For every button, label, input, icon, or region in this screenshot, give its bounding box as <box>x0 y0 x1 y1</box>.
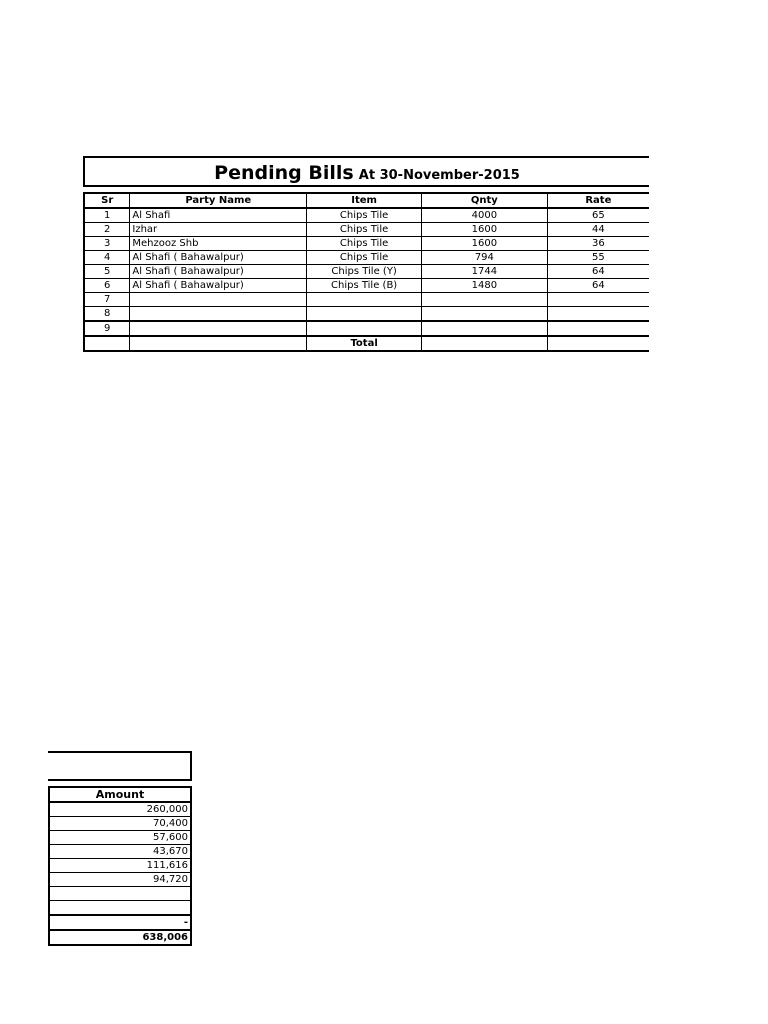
cell-qnty <box>422 293 548 307</box>
cell-party <box>130 307 307 322</box>
cell-rate: 65 <box>547 208 649 223</box>
cell-amount <box>49 901 191 916</box>
cell-amount: 57,600 <box>49 831 191 845</box>
cell-amount: - <box>49 915 191 930</box>
amount-row <box>49 915 191 930</box>
cell-rate: 44 <box>547 223 649 237</box>
cell-amount: 260,000 <box>49 802 191 817</box>
title-main: Pending Bills <box>214 162 354 184</box>
amount-table <box>48 786 192 946</box>
cell-amount: 43,670 <box>49 845 191 859</box>
cell-item: Chips Tile <box>307 237 422 251</box>
cell-qnty: 1600 <box>422 223 548 237</box>
amount-row <box>49 859 191 873</box>
cell-qnty: 4000 <box>422 208 548 223</box>
cell-qnty: 1600 <box>422 237 548 251</box>
cell-amount: 94,720 <box>49 873 191 887</box>
cell-qnty: 1744 <box>422 265 548 279</box>
cell-item <box>307 293 422 307</box>
cell-item: Chips Tile <box>307 208 422 223</box>
amount-row <box>49 873 191 887</box>
total-row <box>84 336 649 351</box>
cell-rate: 55 <box>547 251 649 265</box>
cell-party: Al Shafi ( Bahawalpur) <box>130 279 307 293</box>
table-row <box>84 223 649 237</box>
cell-party: Al Shafi ( Bahawalpur) <box>130 265 307 279</box>
cell-rate: 64 <box>547 265 649 279</box>
table-row <box>84 265 649 279</box>
cell-item <box>307 307 422 322</box>
amount-total: 638,006 <box>49 930 191 945</box>
cell-party: Mehzooz Shb <box>130 237 307 251</box>
col-header-rate: Rate <box>547 193 649 208</box>
title-date: At 30-November-2015 <box>358 168 520 183</box>
cell-amount: 70,400 <box>49 817 191 831</box>
cell-party <box>130 321 307 336</box>
amount-row <box>49 901 191 916</box>
cell-party: Al Shafi ( Bahawalpur) <box>130 251 307 265</box>
cell-rate: 36 <box>547 237 649 251</box>
cell-sr: 6 <box>84 279 130 293</box>
cell-sr: 2 <box>84 223 130 237</box>
cell-amount: 111,616 <box>49 859 191 873</box>
cell-party <box>130 293 307 307</box>
cell-item: Chips Tile (Y) <box>307 265 422 279</box>
amount-header: Amount <box>49 787 191 802</box>
pending-bills-table <box>83 192 649 352</box>
cell-sr: 7 <box>84 293 130 307</box>
cell-item: Chips Tile <box>307 251 422 265</box>
total-label: Total <box>307 336 422 351</box>
amount-row <box>49 887 191 901</box>
table-row <box>84 208 649 223</box>
cell-qnty: 794 <box>422 251 548 265</box>
cell-qnty <box>422 321 548 336</box>
col-header-item: Item <box>307 193 422 208</box>
cell-qnty: 1480 <box>422 279 548 293</box>
table-row <box>84 251 649 265</box>
col-header-party: Party Name <box>130 193 307 208</box>
cell-sr: 3 <box>84 237 130 251</box>
cell-rate <box>547 293 649 307</box>
cell-sr: 5 <box>84 265 130 279</box>
amount-row <box>49 845 191 859</box>
amount-row <box>49 831 191 845</box>
table-row <box>84 237 649 251</box>
amount-row <box>49 817 191 831</box>
page-title <box>85 162 649 184</box>
cell-sr: 9 <box>84 321 130 336</box>
cell-party: Izhar <box>130 223 307 237</box>
col-header-qnty: Qnty <box>422 193 548 208</box>
cell-item: Chips Tile <box>307 223 422 237</box>
cell-rate <box>547 307 649 322</box>
cell-party: Al Shafi <box>130 208 307 223</box>
table-row <box>84 321 649 336</box>
cell-rate <box>547 321 649 336</box>
amount-title-box <box>48 751 192 781</box>
title-box <box>83 156 649 187</box>
cell-sr: 1 <box>84 208 130 223</box>
col-header-sr: Sr <box>84 193 130 208</box>
cell-item: Chips Tile (B) <box>307 279 422 293</box>
table-row <box>84 307 649 322</box>
amount-total-row <box>49 930 191 945</box>
cell-qnty <box>422 307 548 322</box>
amount-row <box>49 802 191 817</box>
table-row <box>84 293 649 307</box>
header-row <box>84 193 649 208</box>
cell-item <box>307 321 422 336</box>
cell-rate: 64 <box>547 279 649 293</box>
cell-amount <box>49 887 191 901</box>
cell-sr: 8 <box>84 307 130 322</box>
table-row <box>84 279 649 293</box>
amount-header-row <box>49 787 191 802</box>
cell-sr: 4 <box>84 251 130 265</box>
